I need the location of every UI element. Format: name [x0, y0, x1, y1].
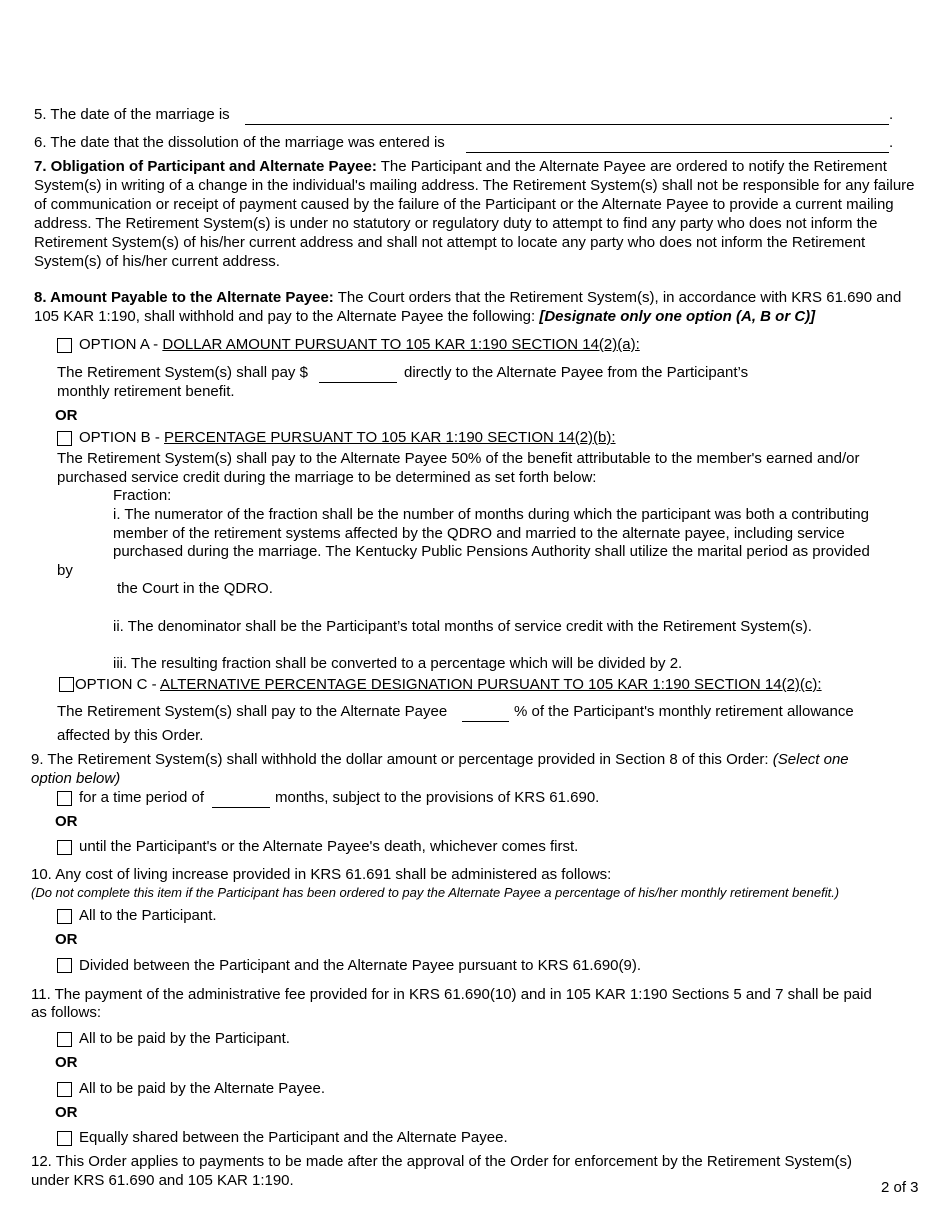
option-c-text-cont: % of the Participant's monthly retirement allowance	[514, 703, 854, 720]
or-label: OR	[55, 931, 78, 948]
option-a-text-cont: directly to the Alternate Payee from the Participant’s	[404, 364, 749, 381]
months-field[interactable]	[212, 789, 270, 808]
item-8: 8. Amount Payable to the Alternate Payee: The Court orders that the Retirement System(s), in accordance with KRS 61.690 and 105 KAR 1:190, shall withhold and pay to the Alternate Payee the following: [Designate only one option (A, B or C)]	[34, 289, 902, 325]
dollar-amount-field[interactable]	[319, 364, 397, 383]
numerator-text-line3: purchased during the marriage. The Kentucky Public Pensions Authority shall utilize the marital period as provided	[113, 543, 870, 560]
option-b-heading: OPTION B - PERCENTAGE PURSUANT TO 105 KAR 1:190 SECTION 14(2)(b):	[79, 429, 616, 446]
or-label: OR	[55, 407, 78, 424]
item-12-line2: under KRS 61.690 and 105 KAR 1:190.	[31, 1172, 294, 1189]
numerator-text: i. The numerator of the fraction shall be the number of months during which the participant was both a contributing	[113, 506, 869, 523]
cola-participant-label: All to the Participant.	[79, 907, 217, 924]
fee-alternate-payee-label: All to be paid by the Alternate Payee.	[79, 1080, 325, 1097]
page-number: 2 of 3	[881, 1179, 919, 1196]
item-11: 11. The payment of the administrative fee provided for in KRS 61.690(10) and in 105 KAR 1:190 Sections 5 and 7 shall be paid	[31, 986, 872, 1003]
fee-alternate-payee-checkbox[interactable]	[57, 1082, 72, 1097]
fraction-label: Fraction:	[113, 487, 172, 504]
or-label: OR	[55, 1054, 78, 1071]
cola-divided-label: Divided between the Participant and the Alternate Payee pursuant to KRS 61.690(9).	[79, 957, 642, 974]
item-11-line2: as follows:	[31, 1004, 102, 1021]
or-label: OR	[55, 813, 78, 830]
period: .	[889, 106, 894, 123]
fee-shared-label: Equally shared between the Participant and the Alternate Payee.	[79, 1129, 508, 1146]
fraction-conversion-text: iii. The resulting fraction shall be converted to a percentage which will be divided by 2.	[113, 655, 683, 672]
option-a-text: The Retirement System(s) shall pay $	[57, 364, 308, 381]
marriage-date-field[interactable]	[245, 106, 889, 125]
option-c-checkbox[interactable]	[59, 677, 74, 692]
until-death-checkbox[interactable]	[57, 840, 72, 855]
numerator-text-line2: member of the retirement systems affected by the QDRO and married to the alternate payee, including service	[113, 525, 845, 542]
or-label: OR	[55, 1104, 78, 1121]
item-12: 12. This Order applies to payments to be made after the approval of the Order for enforcement by the Retirement System(s)	[31, 1153, 852, 1170]
time-period-checkbox[interactable]	[57, 791, 72, 806]
item-7: 7. Obligation of Participant and Alternate Payee: The Participant and the Alternate Payee are ordered to notify the Retirement System(s) in writing of a change in the individual's mailing address. The Retirement System(s) shall not be responsible for any failure of communication or receipt of payment caused by the failure of the Participant or the Alternate Payee to provide a current mailing address. The Retirement System(s) is under no statutory or regulatory duty to attempt to find any party who does not inform the Retirement System(s) of his/her current address and shall not attempt to locate any party who does not inform the Retirement System(s) of his/her current address.	[34, 158, 915, 270]
fee-participant-label: All to be paid by the Participant.	[79, 1030, 290, 1047]
fee-shared-checkbox[interactable]	[57, 1131, 72, 1146]
option-b-checkbox[interactable]	[57, 431, 72, 446]
item-10: 10. Any cost of living increase provided in KRS 61.691 shall be administered as follows:	[31, 866, 612, 883]
item-6: 6. The date that the dissolution of the marriage was entered is	[34, 134, 445, 151]
numerator-text-line4: the Court in the QDRO.	[117, 580, 273, 597]
item-9-note: option below)	[31, 770, 121, 787]
cola-divided-checkbox[interactable]	[57, 958, 72, 973]
cola-participant-checkbox[interactable]	[57, 909, 72, 924]
percentage-field[interactable]	[462, 703, 509, 722]
period: .	[889, 134, 894, 151]
dissolution-date-field[interactable]	[466, 134, 889, 153]
option-a-text-line2: monthly retirement benefit.	[57, 383, 235, 400]
item-5: 5. The date of the marriage is	[34, 106, 230, 123]
numerator-text-by: by	[57, 562, 73, 579]
option-a-heading: OPTION A - DOLLAR AMOUNT PURSUANT TO 105 KAR 1:190 SECTION 14(2)(a):	[79, 336, 640, 353]
until-death-label: until the Participant's or the Alternate Payee's death, whichever comes first.	[79, 838, 579, 855]
item-9: 9. The Retirement System(s) shall withhold the dollar amount or percentage provided in Section 8 of this Order: (Select one	[31, 751, 849, 768]
time-period-label: for a time period of	[79, 789, 205, 806]
option-a-checkbox[interactable]	[57, 338, 72, 353]
option-b-text: The Retirement System(s) shall pay to the Alternate Payee 50% of the benefit attributable to the member's earned and/or	[57, 450, 860, 467]
option-c-text-line2: affected by this Order.	[57, 727, 204, 744]
option-c-text: The Retirement System(s) shall pay to the Alternate Payee	[57, 703, 448, 720]
fee-participant-checkbox[interactable]	[57, 1032, 72, 1047]
time-period-label-cont: months, subject to the provisions of KRS 61.690.	[275, 789, 600, 806]
option-b-text-line2: purchased service credit during the marriage to be determined as set forth below:	[57, 469, 597, 486]
denominator-text: ii. The denominator shall be the Participant’s total months of service credit with the Retirement System(s).	[113, 618, 812, 635]
item-10-note: (Do not complete this item if the Participant has been ordered to pay the Alternate Payee a percentage of his/her monthly retirement benefit.)	[31, 885, 840, 900]
option-c-heading: OPTION C - ALTERNATIVE PERCENTAGE DESIGNATION PURSUANT TO 105 KAR 1:190 SECTION 14(2)(c):	[75, 676, 822, 693]
